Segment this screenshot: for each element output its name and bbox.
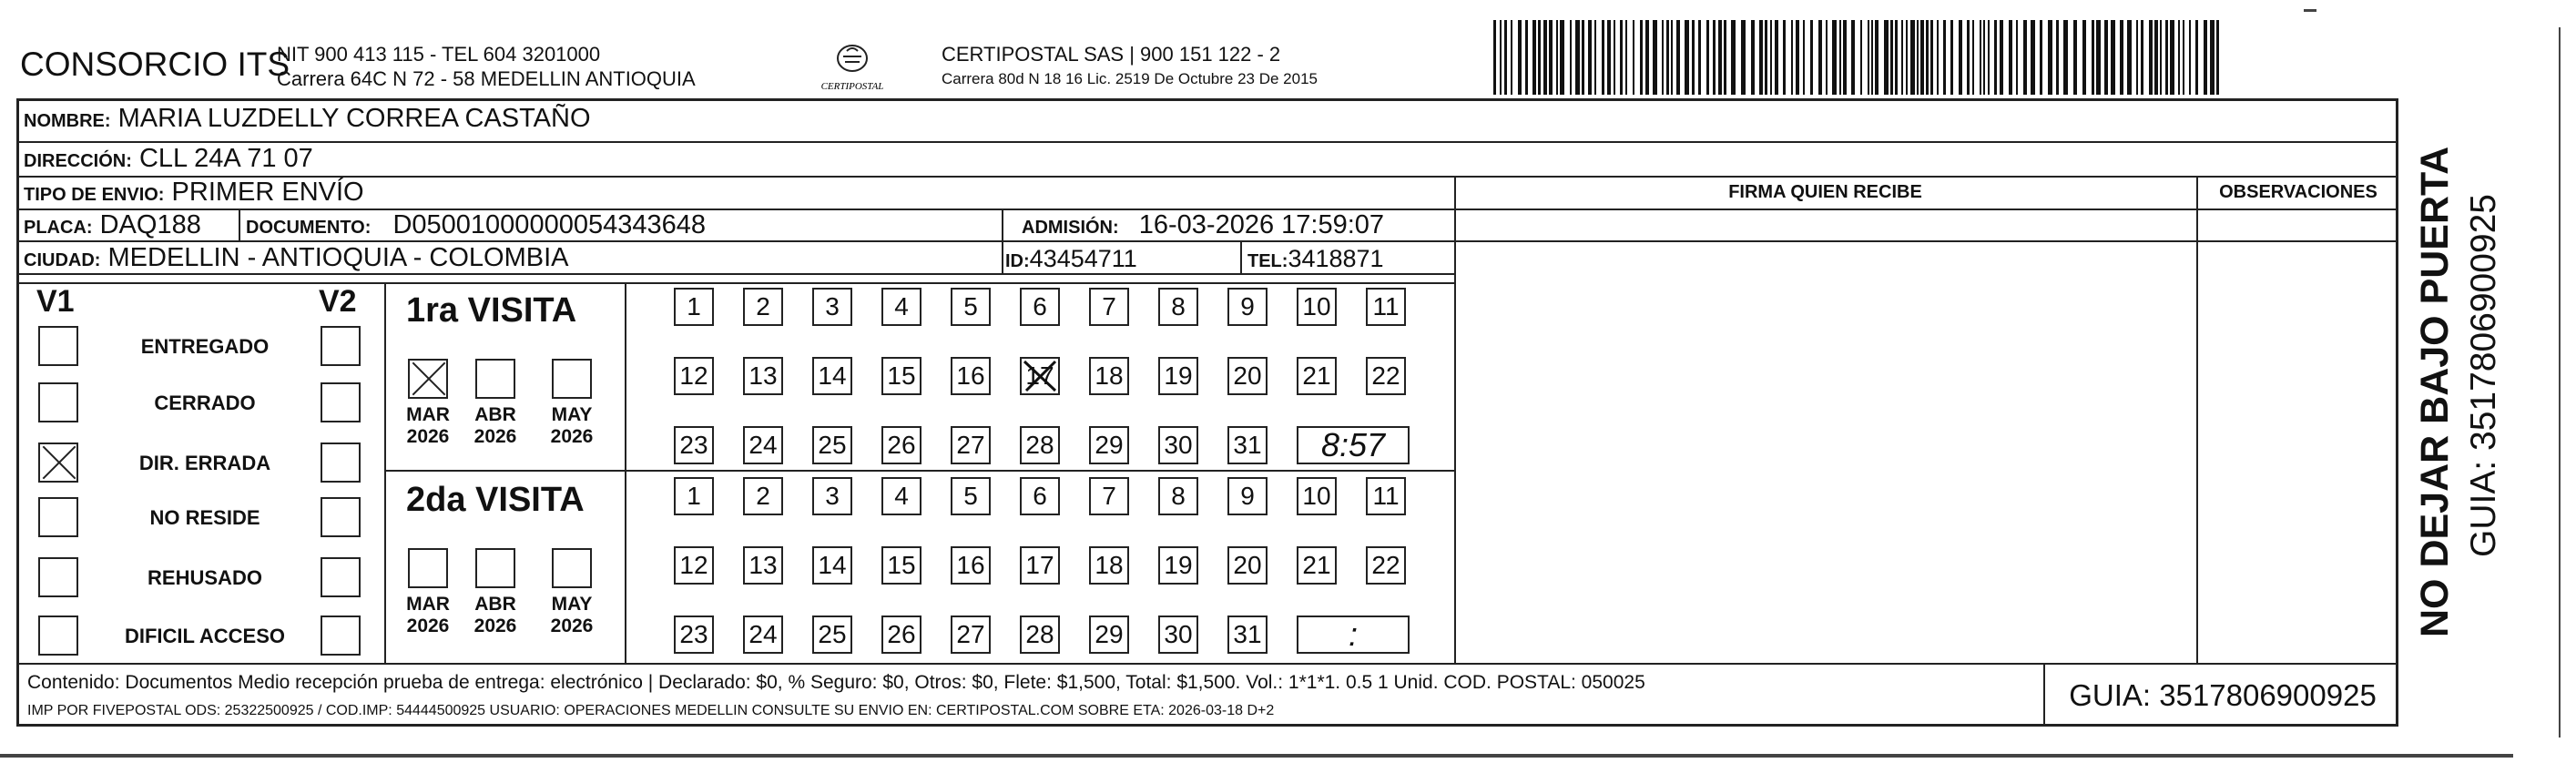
divider xyxy=(384,282,386,663)
barcode-bar xyxy=(1775,20,1778,95)
tel-label: TEL: xyxy=(1247,251,1288,271)
barcode-bar xyxy=(2189,20,2191,95)
documento-label: DOCUMENTO: xyxy=(246,218,372,238)
barcode-bar xyxy=(2092,20,2094,95)
day-box[interactable]: 6 xyxy=(1020,288,1060,326)
day-box[interactable]: 2 xyxy=(743,288,783,326)
divider xyxy=(384,470,1455,472)
barcode-bar xyxy=(1765,20,1767,95)
month-checkbox[interactable] xyxy=(552,359,592,399)
firma-header: FIRMA QUIEN RECIBE xyxy=(1728,182,1922,202)
barcode-bar xyxy=(1575,20,1580,95)
divider xyxy=(1454,176,1456,664)
barcode-bar xyxy=(1620,20,1623,95)
company-address-line: Carrera 64C N 72 - 58 MEDELLIN ANTIOQUIA xyxy=(277,67,696,90)
barcode-bar xyxy=(1920,20,1924,95)
barcode-bar xyxy=(1706,20,1709,95)
barcode-bar xyxy=(1832,20,1837,95)
barcode-bar xyxy=(1518,20,1522,95)
barcode-bar xyxy=(1504,20,1507,95)
day-box[interactable]: 22 xyxy=(1366,546,1406,585)
day-box[interactable]: 29 xyxy=(1089,426,1129,464)
barcode-bar xyxy=(2136,20,2138,95)
barcode-bar xyxy=(1538,20,1541,95)
barcode-bar xyxy=(1692,20,1695,95)
v2-header: V2 xyxy=(319,284,357,319)
nombre-value: MARIA LUZDELLY CORREA CASTAÑO xyxy=(117,104,591,133)
barcode-bar xyxy=(1967,20,1970,95)
barcode-bar xyxy=(1724,20,1726,95)
divider xyxy=(239,209,240,241)
day-box[interactable]: 13 xyxy=(743,357,783,395)
barcode-bar xyxy=(1926,20,1929,95)
day-box[interactable]: 19 xyxy=(1158,546,1198,585)
month-name: ABR xyxy=(474,594,516,615)
month-year: 2026 xyxy=(406,615,450,636)
barcode-bar xyxy=(1843,20,1847,95)
barcode-bar xyxy=(1803,20,1805,95)
barcode-bar xyxy=(2000,20,2003,95)
barcode-bar xyxy=(1994,20,1997,95)
barcode-bar xyxy=(1972,20,1974,95)
barcode-bar xyxy=(2120,20,2123,95)
barcode-bar xyxy=(1582,20,1584,95)
barcode-bar xyxy=(1759,20,1763,95)
month-year: 2026 xyxy=(473,615,517,636)
day-box[interactable]: 12 xyxy=(674,357,714,395)
day-box[interactable]: 23 xyxy=(674,615,714,654)
day-box[interactable]: 4 xyxy=(881,477,921,515)
barcode-bar xyxy=(1906,20,1908,95)
barcode-bar xyxy=(2170,20,2174,95)
v1-checkbox[interactable] xyxy=(38,557,78,597)
day-box[interactable]: 28 xyxy=(1020,615,1060,654)
barcode-bar xyxy=(1851,20,1855,95)
logo-caption: CERTIPOSTAL xyxy=(820,81,884,92)
barcode-bar xyxy=(2204,20,2207,95)
day-box[interactable]: 25 xyxy=(812,426,852,464)
day-box[interactable]: 29 xyxy=(1089,615,1129,654)
v1-checkbox[interactable] xyxy=(38,615,78,656)
month-name: MAR xyxy=(406,594,450,615)
side-guia: GUIA: 3517806900925 xyxy=(2464,194,2503,557)
barcode-bar xyxy=(1570,20,1572,95)
month-name: MAY xyxy=(551,404,593,425)
month-year: 2026 xyxy=(550,426,594,447)
barcode-bar xyxy=(1698,20,1701,95)
barcode-bar xyxy=(1588,20,1592,95)
barcode-bar xyxy=(1783,20,1786,95)
divider xyxy=(16,240,2398,242)
divider xyxy=(16,273,1455,275)
barcode-bar xyxy=(1796,20,1799,95)
barcode-bar xyxy=(2073,20,2077,95)
barcode-bar xyxy=(1662,20,1664,95)
tel-value: 3418871 xyxy=(1288,245,1384,272)
day-box[interactable]: 10 xyxy=(1297,288,1337,326)
v1-checkbox[interactable] xyxy=(38,497,78,537)
month-label xyxy=(545,594,599,637)
barcode-bar xyxy=(2040,20,2042,95)
day-box[interactable]: 30 xyxy=(1158,615,1198,654)
barcode-bar xyxy=(1943,20,1946,95)
divider xyxy=(625,282,626,663)
barcode-bar xyxy=(2023,20,2027,95)
barcode-bar xyxy=(1980,20,1981,95)
divider xyxy=(1240,241,1242,274)
barcode-bar xyxy=(1543,20,1547,95)
month-label xyxy=(401,594,455,637)
v1-checkbox[interactable] xyxy=(38,443,78,483)
barcode-bar xyxy=(2178,20,2180,95)
day-box[interactable]: 27 xyxy=(951,615,991,654)
visit-time-box[interactable]: : xyxy=(1297,615,1410,654)
status-label: DIFICIL ACCESO xyxy=(124,625,285,647)
month-checkbox[interactable] xyxy=(408,548,448,588)
month-checkbox[interactable] xyxy=(475,548,515,588)
day-box[interactable]: 11 xyxy=(1366,288,1406,326)
day-box[interactable]: 15 xyxy=(881,546,921,585)
barcode-bar xyxy=(2160,20,2162,95)
day-box[interactable]: 23 xyxy=(674,426,714,464)
footer-guia: GUIA: 3517806900925 xyxy=(2043,665,2400,727)
id-value: 43454711 xyxy=(1029,245,1137,272)
month-year: 2026 xyxy=(406,426,450,447)
barcode-bar xyxy=(1770,20,1772,95)
barcode-bar xyxy=(1676,20,1680,95)
status-label: DIR. ERRADA xyxy=(138,452,271,474)
company-name: CONSORCIO ITS xyxy=(20,46,290,83)
page-edge xyxy=(0,754,2513,758)
ciudad-row xyxy=(24,243,569,273)
barcode-bar xyxy=(1556,20,1558,95)
barcode-bar xyxy=(2096,20,2101,95)
barcode-bar xyxy=(1884,20,1889,95)
admision-value: 16-03-2026 17:59:07 xyxy=(1138,210,1385,239)
footer-print-line: IMP POR FIVEPOSTAL ODS: 25322500925 / COD.IMP: 54444500925 USUARIO: OPERACIONES MEDELLIN CONSULTE SU ENVIO EN: CERTIPOSTAL.COM SOBRE ETA: 2026-03-18 D+2 xyxy=(27,703,1275,718)
barcode-bar xyxy=(1937,20,1939,95)
day-box[interactable]: 2 xyxy=(743,477,783,515)
day-box[interactable]: 15 xyxy=(881,357,921,395)
side-warning: NO DEJAR BAJO PUERTA xyxy=(2413,146,2457,637)
barcode-bar xyxy=(1525,20,1528,95)
month-checkbox[interactable] xyxy=(552,548,592,588)
day-box[interactable]: 26 xyxy=(881,426,921,464)
barcode-bar xyxy=(1871,20,1873,95)
certipostal-nit: CERTIPOSTAL SAS | 900 151 122 - 2 xyxy=(942,43,1281,66)
barcode-bar xyxy=(1818,20,1822,95)
barcode-bar xyxy=(1875,20,1879,95)
day-box[interactable]: 12 xyxy=(674,546,714,585)
barcode-bar xyxy=(1868,20,1869,95)
month-year: 2026 xyxy=(550,615,594,636)
visit2-title: 2da VISITA xyxy=(406,481,585,519)
observaciones-header: OBSERVACIONES xyxy=(2219,182,2377,202)
barcode-bar xyxy=(1549,20,1553,95)
day-box[interactable]: 16 xyxy=(951,357,991,395)
barcode-bar xyxy=(1895,20,1898,95)
barcode-bar xyxy=(1500,20,1502,95)
tipo-row xyxy=(24,178,364,208)
barcode-bar xyxy=(1713,20,1716,95)
day-box[interactable]: 14 xyxy=(812,546,852,585)
ciudad-label: CIUDAD: xyxy=(24,250,101,270)
barcode-bar xyxy=(1493,20,1496,95)
day-box[interactable]: 5 xyxy=(951,477,991,515)
day-box[interactable]: 6 xyxy=(1020,477,1060,515)
day-box[interactable]: 7 xyxy=(1089,288,1129,326)
day-box[interactable]: 26 xyxy=(881,615,921,654)
day-box[interactable]: 22 xyxy=(1366,357,1406,395)
divider xyxy=(16,663,2398,665)
tipo-label: TIPO DE ENVIO: xyxy=(24,185,165,205)
ciudad-value: MEDELLIN - ANTIOQUIA - COLOMBIA xyxy=(107,243,569,272)
day-box[interactable] xyxy=(1020,357,1060,395)
barcode-bar xyxy=(2104,20,2108,95)
day-box[interactable]: 14 xyxy=(812,357,852,395)
month-year: 2026 xyxy=(473,426,517,447)
barcode xyxy=(1493,20,2222,95)
barcode-bar xyxy=(1532,20,1536,95)
day-box[interactable]: 16 xyxy=(951,546,991,585)
status-label: REHUSADO xyxy=(148,566,262,589)
day-box[interactable]: 1 xyxy=(674,477,714,515)
barcode-bar xyxy=(1950,20,1953,95)
month-label xyxy=(468,594,523,637)
day-box[interactable]: 21 xyxy=(1297,546,1337,585)
id-row xyxy=(1005,245,1137,273)
barcode-bar xyxy=(1910,20,1915,95)
day-box[interactable]: 11 xyxy=(1366,477,1406,515)
company-nit-line: NIT 900 413 115 - TEL 604 3201000 xyxy=(277,43,601,66)
day-box[interactable]: 21 xyxy=(1297,357,1337,395)
barcode-bar xyxy=(1685,20,1689,95)
day-box[interactable]: 13 xyxy=(743,546,783,585)
day-box[interactable]: 25 xyxy=(812,615,852,654)
barcode-bar xyxy=(1602,20,1604,95)
barcode-bar xyxy=(1625,20,1627,95)
barcode-bar xyxy=(2063,20,2068,95)
placa-value: DAQ188 xyxy=(99,210,201,239)
month-label xyxy=(401,404,455,448)
day-box[interactable]: 27 xyxy=(951,426,991,464)
day-box[interactable]: 20 xyxy=(1227,546,1268,585)
month-name: MAR xyxy=(406,404,450,425)
certipostal-logo-icon xyxy=(810,38,894,95)
barcode-bar xyxy=(2009,20,2012,95)
barcode-bar xyxy=(2165,20,2168,95)
barcode-bar xyxy=(1633,20,1634,95)
v1-checkbox[interactable] xyxy=(38,326,78,366)
v1-checkbox[interactable] xyxy=(38,382,78,422)
barcode-bar xyxy=(2149,20,2153,95)
divider xyxy=(1454,209,2398,210)
barcode-bar xyxy=(1671,20,1673,95)
barcode-bar xyxy=(1640,20,1643,95)
documento-row xyxy=(246,210,706,240)
day-box[interactable]: 8 xyxy=(1158,288,1198,326)
day-box[interactable]: 20 xyxy=(1227,357,1268,395)
month-checkbox[interactable] xyxy=(408,359,448,399)
v2-checkbox[interactable] xyxy=(321,382,361,422)
barcode-bar xyxy=(1731,20,1736,95)
barcode-bar xyxy=(1751,20,1755,95)
month-name: ABR xyxy=(474,404,516,425)
barcode-bar xyxy=(1594,20,1596,95)
barcode-bar xyxy=(1988,20,1990,95)
direccion-row xyxy=(24,144,313,174)
barcode-bar xyxy=(2048,20,2052,95)
month-label xyxy=(468,404,523,448)
month-checkbox[interactable] xyxy=(475,359,515,399)
tel-row xyxy=(1247,245,1384,273)
visit1-title: 1ra VISITA xyxy=(406,291,577,330)
month-name: MAY xyxy=(551,594,593,615)
id-label: ID: xyxy=(1005,251,1030,271)
divider xyxy=(16,282,1455,284)
day-box[interactable]: 10 xyxy=(1297,477,1337,515)
day-box[interactable]: 5 xyxy=(951,288,991,326)
barcode-bar xyxy=(2141,20,2143,95)
day-box[interactable]: 24 xyxy=(743,615,783,654)
barcode-bar xyxy=(1983,20,1985,95)
barcode-bar xyxy=(1826,20,1828,95)
barcode-bar xyxy=(2082,20,2086,95)
barcode-bar xyxy=(1860,20,1862,95)
barcode-bar xyxy=(2056,20,2059,95)
day-box[interactable]: 9 xyxy=(1227,477,1268,515)
barcode-bar xyxy=(2154,20,2158,95)
page-mark xyxy=(2304,9,2316,12)
barcode-bar xyxy=(1959,20,1962,95)
day-box[interactable]: 3 xyxy=(812,477,852,515)
barcode-bar xyxy=(1718,20,1722,95)
barcode-bar xyxy=(1653,20,1657,95)
day-box[interactable]: 3 xyxy=(812,288,852,326)
v2-checkbox[interactable] xyxy=(321,615,361,656)
visit-time-box[interactable]: 8:57 xyxy=(1297,426,1410,464)
divider xyxy=(16,176,2398,178)
v2-checkbox[interactable] xyxy=(321,497,361,537)
barcode-bar xyxy=(1741,20,1746,95)
day-box[interactable]: 24 xyxy=(743,426,783,464)
documento-value: D05001000000054343648 xyxy=(392,210,706,239)
certipostal-license: Carrera 80d N 18 16 Lic. 2519 De Octubre 23 De 2015 xyxy=(942,70,1318,87)
barcode-bar xyxy=(1901,20,1903,95)
barcode-bar xyxy=(2111,20,2115,95)
barcode-bar xyxy=(1666,20,1669,95)
nombre-row xyxy=(24,104,591,134)
day-box[interactable]: 31 xyxy=(1227,426,1268,464)
day-number: 17 xyxy=(1025,361,1054,390)
admision-label: ADMISIÓN: xyxy=(1022,218,1119,238)
barcode-bar xyxy=(1839,20,1841,95)
certipostal-block xyxy=(942,42,1318,91)
v2-checkbox[interactable] xyxy=(321,557,361,597)
day-box[interactable]: 8 xyxy=(1158,477,1198,515)
tipo-value: PRIMER ENVÍO xyxy=(171,178,364,207)
barcode-bar xyxy=(2031,20,2035,95)
divider xyxy=(2196,176,2198,664)
admision-row xyxy=(1022,210,1384,240)
barcode-bar xyxy=(1810,20,1813,95)
v1-header: V1 xyxy=(36,284,75,319)
barcode-bar xyxy=(2216,20,2219,95)
day-box[interactable]: 18 xyxy=(1089,357,1129,395)
placa-label: PLACA: xyxy=(24,218,93,238)
divider xyxy=(1002,209,1003,274)
barcode-bar xyxy=(1890,20,1893,95)
barcode-bar xyxy=(2183,20,2184,95)
barcode-bar xyxy=(2195,20,2198,95)
day-box[interactable]: 31 xyxy=(1227,615,1268,654)
page-edge xyxy=(2559,27,2561,738)
v2-checkbox[interactable] xyxy=(321,443,361,483)
day-box[interactable]: 18 xyxy=(1089,546,1129,585)
day-box[interactable]: 1 xyxy=(674,288,714,326)
v2-checkbox[interactable] xyxy=(321,326,361,366)
status-label: NO RESIDE xyxy=(149,506,260,529)
nombre-label: NOMBRE: xyxy=(24,111,111,131)
day-box[interactable]: 7 xyxy=(1089,477,1129,515)
barcode-bar xyxy=(2127,20,2132,95)
day-box[interactable]: 4 xyxy=(881,288,921,326)
company-nit-block xyxy=(277,42,696,91)
barcode-bar xyxy=(1560,20,1564,95)
barcode-bar xyxy=(1930,20,1933,95)
footer-content-line: Contenido: Documentos Medio recepción prueba de entrega: electrónico | Declarado: $0, % Seguro: $0, Otros: $0, Flete: $1,500, Total: $1,500. Vol.: 1*1*1. 0.5 1 Unid. COD. POSTAL: 050025 xyxy=(27,672,1645,693)
barcode-bar xyxy=(1791,20,1793,95)
placa-row xyxy=(24,210,201,240)
barcode-bar xyxy=(1607,20,1611,95)
status-label: ENTREGADO xyxy=(140,335,270,358)
direccion-value: CLL 24A 71 07 xyxy=(138,144,313,173)
divider xyxy=(16,141,2398,143)
direccion-label: DIRECCIÓN: xyxy=(24,151,132,171)
day-box[interactable]: 9 xyxy=(1227,288,1268,326)
day-box[interactable]: 17 xyxy=(1020,546,1060,585)
barcode-bar xyxy=(1917,20,1919,95)
barcode-bar xyxy=(1511,20,1512,95)
barcode-bar xyxy=(2210,20,2215,95)
barcode-bar xyxy=(2016,20,2018,95)
day-box[interactable]: 28 xyxy=(1020,426,1060,464)
day-box[interactable]: 30 xyxy=(1158,426,1198,464)
month-label xyxy=(545,404,599,448)
day-box[interactable]: 19 xyxy=(1158,357,1198,395)
barcode-bar xyxy=(1614,20,1615,95)
barcode-bar xyxy=(1645,20,1649,95)
status-label: CERRADO xyxy=(154,392,256,414)
